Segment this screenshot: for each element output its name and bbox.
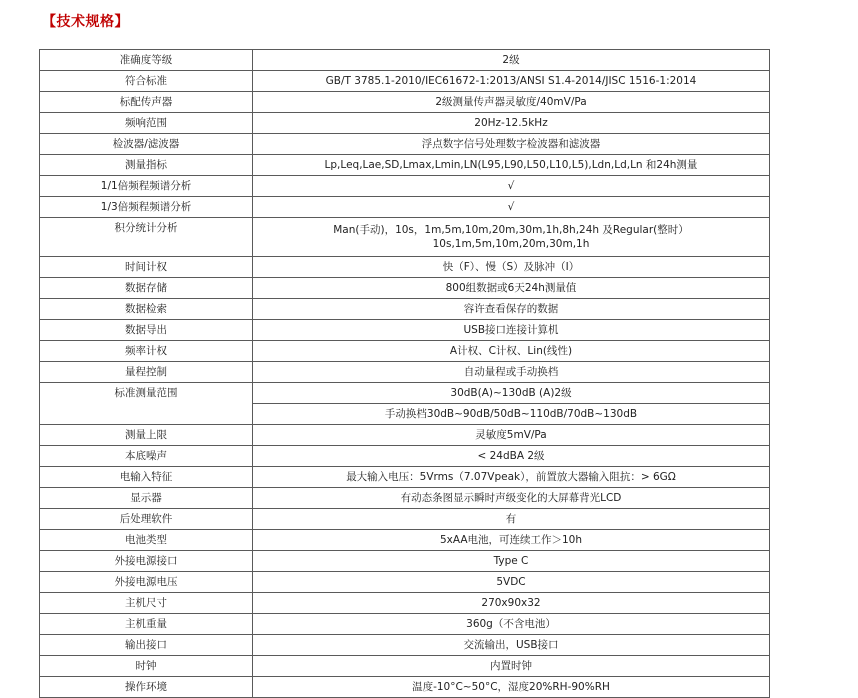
table-row xyxy=(40,257,770,278)
spec-label: 电池类型 xyxy=(40,530,253,551)
spec-value-line: Man(手动)，10s，1m,5m,10m,20m,30m,1h,8h,24h 及Regular(整时） xyxy=(333,223,689,236)
spec-value: 灵敏度5mV/Pa xyxy=(253,425,770,446)
section-title: 【技术规格】 xyxy=(42,14,129,30)
spec-label: 显示器 xyxy=(40,488,253,509)
table-row xyxy=(40,572,770,593)
spec-label: 准确度等级 xyxy=(40,50,253,71)
table-row xyxy=(40,134,770,155)
spec-label: 外接电源电压 xyxy=(40,572,253,593)
spec-label: 数据存储 xyxy=(40,278,253,299)
spec-label: 后处理软件 xyxy=(40,509,253,530)
table-row xyxy=(40,551,770,572)
spec-value: 2级测量传声器灵敏度/40mV/Pa xyxy=(253,92,770,113)
table-row xyxy=(40,593,770,614)
spec-value: 交流输出，USB接口 xyxy=(253,635,770,656)
table-row xyxy=(40,656,770,677)
table-row xyxy=(40,176,770,197)
spec-value: 容许查看保存的数据 xyxy=(253,299,770,320)
table-row xyxy=(40,614,770,635)
table-row xyxy=(40,197,770,218)
table-row xyxy=(40,92,770,113)
spec-value xyxy=(253,218,770,257)
spec-value: USB接口连接计算机 xyxy=(253,320,770,341)
spec-value: 最大输入电压：5Vrms（7.07Vpeak），前置放大器输入阻抗：> 6GΩ xyxy=(253,467,770,488)
spec-label: 数据导出 xyxy=(40,320,253,341)
spec-label: 量程控制 xyxy=(40,362,253,383)
spec-value: < 24dBA 2级 xyxy=(253,446,770,467)
spec-value: 快（F）、慢（S）及脉冲（I） xyxy=(253,257,770,278)
spec-label: 主机重量 xyxy=(40,614,253,635)
spec-value: 有动态条图显示瞬时声级变化的大屏幕背光LCD xyxy=(253,488,770,509)
spec-value: GB/T 3785.1-2010/IEC61672-1:2013/ANSI S1.4-2014/JISC 1516-1:2014 xyxy=(253,71,770,92)
table-row xyxy=(40,488,770,509)
table-row xyxy=(40,341,770,362)
spec-value: 2级 xyxy=(253,50,770,71)
table-row xyxy=(40,677,770,698)
spec-value: 浮点数字信号处理数字检波器和滤波器 xyxy=(253,134,770,155)
spec-value: 有 xyxy=(253,509,770,530)
table-row xyxy=(40,50,770,71)
table-row xyxy=(40,278,770,299)
spec-value: 800组数据或6天24h测量值 xyxy=(253,278,770,299)
table-row xyxy=(40,425,770,446)
spec-value: 温度-10°C~50°C，湿度20%RH-90%RH xyxy=(253,677,770,698)
table-row xyxy=(40,218,770,257)
spec-label: 主机尺寸 xyxy=(40,593,253,614)
spec-value: 270x90x32 xyxy=(253,593,770,614)
spec-label: 符合标准 xyxy=(40,71,253,92)
spec-label: 外接电源接口 xyxy=(40,551,253,572)
spec-label: 测量上限 xyxy=(40,425,253,446)
spec-label: 标准测量范围 xyxy=(40,383,253,425)
table-row xyxy=(40,530,770,551)
spec-value: 5VDC xyxy=(253,572,770,593)
spec-value: √ xyxy=(253,197,770,218)
table-row xyxy=(40,320,770,341)
spec-label: 操作环境 xyxy=(40,677,253,698)
spec-value: 手动换档30dB~90dB/50dB~110dB/70dB~130dB xyxy=(253,404,770,425)
spec-label: 测量指标 xyxy=(40,155,253,176)
spec-label: 1/3倍频程频谱分析 xyxy=(40,197,253,218)
spec-value: 自动量程或手动换档 xyxy=(253,362,770,383)
spec-value: 20Hz-12.5kHz xyxy=(253,113,770,134)
spec-value: 内置时钟 xyxy=(253,656,770,677)
spec-label: 输出接口 xyxy=(40,635,253,656)
table-row xyxy=(40,113,770,134)
table-row xyxy=(40,299,770,320)
table-row xyxy=(40,635,770,656)
table-row xyxy=(40,155,770,176)
spec-value-line: 10s,1m,5m,10m,20m,30m,1h xyxy=(432,238,590,250)
spec-label: 1/1倍频程频谱分析 xyxy=(40,176,253,197)
spec-value: Lp,Leq,Lae,SD,Lmax,Lmin,LN(L95,L90,L50,L10,L5),Ldn,Ld,Ln 和24h测量 xyxy=(253,155,770,176)
spec-label: 积分统计分析 xyxy=(40,218,253,257)
spec-label: 电输入特征 xyxy=(40,467,253,488)
spec-label: 标配传声器 xyxy=(40,92,253,113)
spec-label: 数据检索 xyxy=(40,299,253,320)
spec-label: 本底噪声 xyxy=(40,446,253,467)
table-row xyxy=(40,446,770,467)
table-row xyxy=(40,467,770,488)
spec-value: √ xyxy=(253,176,770,197)
spec-label: 频响范围 xyxy=(40,113,253,134)
spec-value: A计权、C计权、Lin(线性) xyxy=(253,341,770,362)
spec-value: 360g（不含电池） xyxy=(253,614,770,635)
table-row xyxy=(40,362,770,383)
spec-value: 5xAA电池，可连续工作＞10h xyxy=(253,530,770,551)
table-row xyxy=(40,383,770,404)
spec-label: 频率计权 xyxy=(40,341,253,362)
spec-label: 时间计权 xyxy=(40,257,253,278)
spec-label: 检波器/滤波器 xyxy=(40,134,253,155)
table-row xyxy=(40,71,770,92)
spec-label: 时钟 xyxy=(40,656,253,677)
spec-value: Type C xyxy=(253,551,770,572)
spec-value: 30dB(A)~130dB (A)2级 xyxy=(253,383,770,404)
spec-table xyxy=(39,49,770,698)
table-row xyxy=(40,509,770,530)
